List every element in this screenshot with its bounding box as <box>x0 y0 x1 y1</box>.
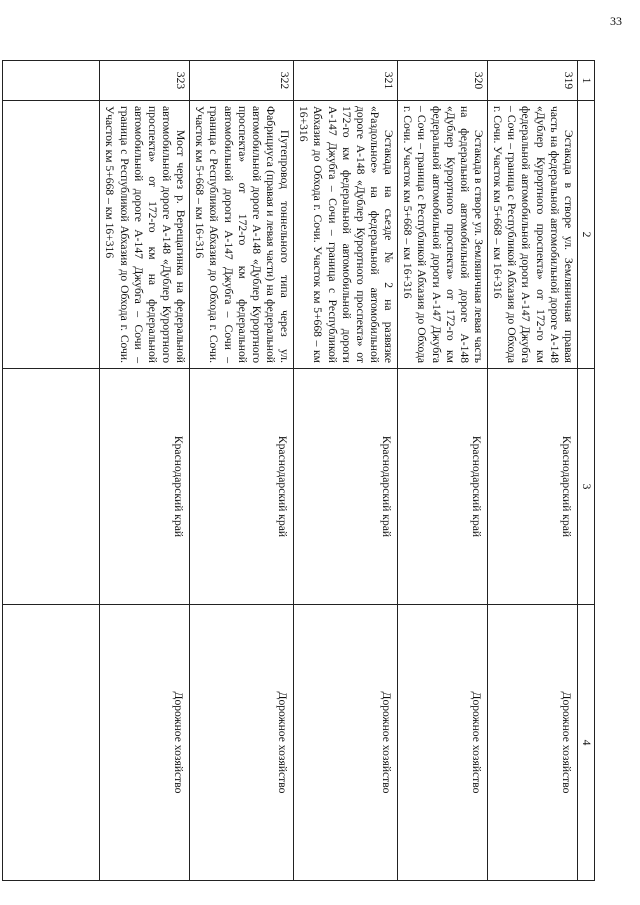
object-description: Эстакада в створе ул. Земляничная левая часть на федеральной автомобильной дороге А-148 «Дублер Курортного проспекта» от 172-го км федеральной автомобильной дороги А-147 Джубга – Сочи – граница с Республикой Абхазия до Обхода г. Сочи. Участок км 5+668 – км 16+316 <box>398 101 488 369</box>
page-number: 33 <box>610 14 622 28</box>
category-cell: Дорожное хозяйство <box>488 605 578 881</box>
region-cell: Краснодарский край <box>488 369 578 605</box>
category-cell: Дорожное хозяйство <box>294 605 398 881</box>
row-number: 322 <box>190 61 294 101</box>
row-number: 321 <box>294 61 398 101</box>
table-row <box>398 61 488 881</box>
region-cell: Краснодарский край <box>190 369 294 605</box>
category-cell: Дорожное хозяйство <box>100 605 190 881</box>
empty-cell <box>3 605 100 881</box>
region-cell: Краснодарский край <box>100 369 190 605</box>
row-number: 320 <box>398 61 488 101</box>
row-number: 323 <box>100 61 190 101</box>
category-cell: Дорожное хозяйство <box>398 605 488 881</box>
header-col-1: 1 <box>577 61 594 101</box>
region-cell: Краснодарский край <box>294 369 398 605</box>
header-col-3: 3 <box>577 369 594 605</box>
category-cell: Дорожное хозяйство <box>190 605 294 881</box>
object-description: Путепровод тоннельного типа через ул. Фабрициуса (правая и левая части) на федеральной автомобильной дороге А-148 «Дублер Курортного проспекта» от 172-го км федеральной автомобильной дороги А-147 Джубга – Сочи – граница с Республикой Абхазия до Обхода г. Сочи. Участок км 5+668 – км 16+316 <box>190 101 294 369</box>
table-row <box>190 61 294 881</box>
table-row <box>294 61 398 881</box>
table-row <box>100 61 190 881</box>
empty-row <box>3 61 100 881</box>
header-col-2: 2 <box>577 101 594 369</box>
empty-cell <box>3 61 100 101</box>
header-row <box>577 61 594 881</box>
empty-cell <box>3 101 100 369</box>
rotated-table-container <box>45 60 595 880</box>
object-description: Эстакада на съезде № 2 на развязке «Раздольное» на федеральной автомобильной дороге А-148 «Дублер Курортного проспекта» от 172-го км федеральной автомобильной дороги А-147 Джубга – Сочи – граница с Республикой Абхазия до Обхода г. Сочи. Участок км 5+668 – км 16+316 <box>294 101 398 369</box>
table-row <box>488 61 578 881</box>
region-cell: Краснодарский край <box>398 369 488 605</box>
row-number: 319 <box>488 61 578 101</box>
object-description: Мост через р. Верещагинка на федеральной автомобильной дороге А-148 «Дублер Курортного проспекта» от 172-го км на федеральной автомобильной дороге А-147 Джубга – Сочи – граница с Республикой Абхазия до Обхода г. Сочи. Участок км 5+668 – км 16+316 <box>100 101 190 369</box>
object-description: Эстакада в створе ул. Земляничная правая часть на федеральной автомобильной дороге А-148 «Дублер Курортного проспекта» от 172-го км федеральной автомобильной дороги А-147 Джубга – Сочи – граница с Республикой Абхазия до Обхода г. Сочи. Участок км 5+668 – км 16+316 <box>488 101 578 369</box>
objects-table <box>2 60 595 881</box>
empty-cell <box>3 369 100 605</box>
header-col-4: 4 <box>577 605 594 881</box>
